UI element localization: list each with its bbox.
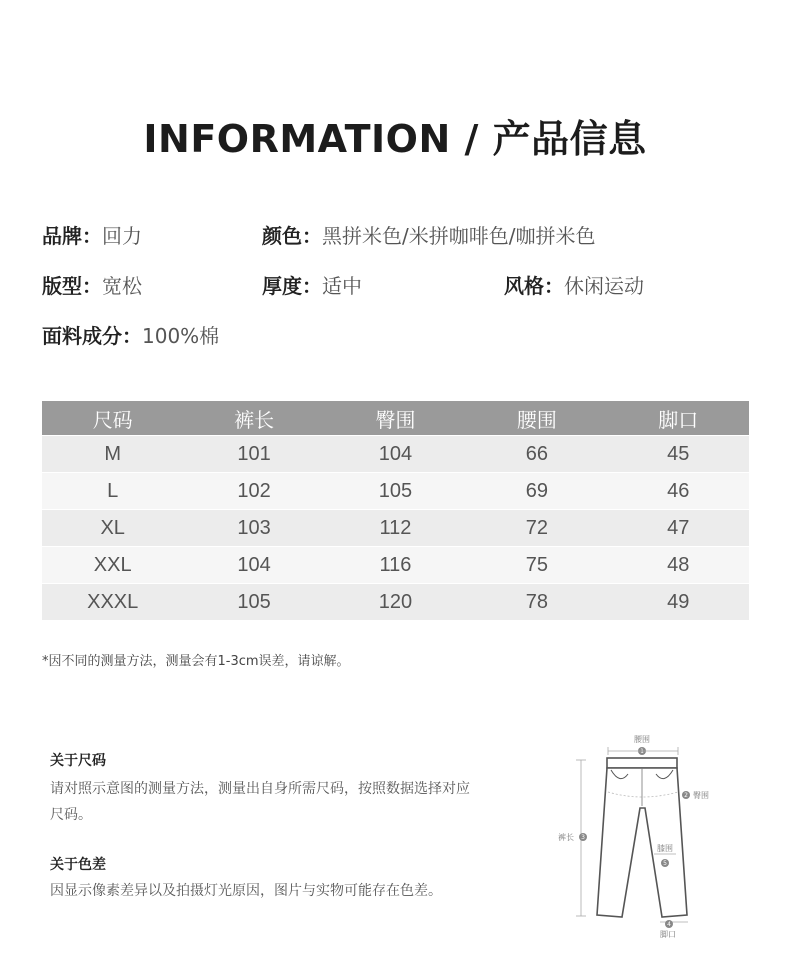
table-cell: L bbox=[42, 473, 183, 510]
table-cell: 105 bbox=[325, 473, 466, 510]
about-color-body: 因显示像素差异以及拍摄灯光原因，图片与实物可能存在色差。 bbox=[50, 883, 442, 899]
color-value: 黑拼米色/米拼咖啡色/咖拼米色 bbox=[322, 224, 596, 248]
table-row bbox=[42, 547, 749, 584]
about-size-body: 请对照示意图的测量方法，测量出自身所需尺码，按照数据选择对应尺码。 bbox=[50, 781, 470, 823]
table-cell: 102 bbox=[183, 473, 324, 510]
fabric-label: 面料成分： bbox=[42, 324, 142, 348]
page-title: INFORMATION / 产品信息 bbox=[143, 117, 647, 161]
marker-5-num: 5 bbox=[663, 860, 667, 867]
table-cell: 112 bbox=[325, 510, 466, 547]
table-cell: 120 bbox=[325, 584, 466, 621]
info-thickness bbox=[262, 270, 362, 299]
table-cell: 104 bbox=[183, 547, 324, 584]
table-cell: 49 bbox=[608, 584, 749, 621]
brand-label: 品牌： bbox=[42, 224, 102, 248]
pants-measurement-diagram bbox=[548, 730, 748, 950]
table-cell: XXXL bbox=[42, 584, 183, 621]
table-cell: 105 bbox=[183, 584, 324, 621]
knee-label: 膝围 bbox=[657, 844, 673, 853]
header-hem: 脚口 bbox=[608, 401, 749, 436]
table-cell: 47 bbox=[608, 510, 749, 547]
hip-label: 臀围 bbox=[693, 791, 709, 800]
fit-value: 宽松 bbox=[102, 274, 142, 298]
marker-4-num: 4 bbox=[667, 921, 671, 928]
brand-value: 回力 bbox=[102, 224, 142, 248]
table-row bbox=[42, 473, 749, 510]
fabric-value: 100%棉 bbox=[142, 324, 220, 348]
hem-label: 脚口 bbox=[660, 930, 676, 939]
table-cell: 116 bbox=[325, 547, 466, 584]
table-cell: 104 bbox=[325, 436, 466, 473]
marker-2-num: 2 bbox=[684, 792, 688, 799]
table-cell: 69 bbox=[466, 473, 607, 510]
marker-3-num: 3 bbox=[581, 834, 585, 841]
header-length: 裤长 bbox=[183, 401, 324, 436]
style-label: 风格： bbox=[504, 274, 564, 298]
about-color-title: 关于色差 bbox=[50, 857, 106, 873]
header-waist: 腰围 bbox=[466, 401, 607, 436]
header-hip: 臀围 bbox=[325, 401, 466, 436]
info-brand bbox=[42, 220, 142, 249]
thickness-label: 厚度： bbox=[262, 274, 322, 298]
table-row bbox=[42, 584, 749, 621]
table-cell: 66 bbox=[466, 436, 607, 473]
measurement-note: *因不同的测量方法，测量会有1-3cm误差，请谅解。 bbox=[42, 654, 350, 669]
info-fit bbox=[42, 270, 142, 299]
marker-1-num: 1 bbox=[640, 748, 644, 755]
info-style bbox=[504, 270, 644, 299]
color-label: 颜色： bbox=[262, 224, 322, 248]
table-cell: 45 bbox=[608, 436, 749, 473]
header-size: 尺码 bbox=[42, 401, 183, 436]
table-row bbox=[42, 510, 749, 547]
waist-label: 腰围 bbox=[634, 735, 650, 744]
table-cell: 48 bbox=[608, 547, 749, 584]
table-cell: XL bbox=[42, 510, 183, 547]
info-fabric bbox=[42, 320, 219, 349]
table-cell: 78 bbox=[466, 584, 607, 621]
table-cell: 72 bbox=[466, 510, 607, 547]
thickness-value: 适中 bbox=[322, 274, 362, 298]
about-size-title: 关于尺码 bbox=[50, 753, 106, 769]
table-cell: M bbox=[42, 436, 183, 473]
info-color bbox=[262, 220, 595, 249]
style-value: 休闲运动 bbox=[564, 274, 644, 298]
table-cell: 75 bbox=[466, 547, 607, 584]
table-cell: 101 bbox=[183, 436, 324, 473]
size-table bbox=[42, 401, 749, 620]
size-table-header bbox=[42, 401, 749, 436]
fit-label: 版型： bbox=[42, 274, 102, 298]
table-cell: 46 bbox=[608, 473, 749, 510]
table-cell: XXL bbox=[42, 547, 183, 584]
table-cell: 103 bbox=[183, 510, 324, 547]
length-label: 裤长 bbox=[558, 833, 574, 842]
table-row bbox=[42, 436, 749, 473]
